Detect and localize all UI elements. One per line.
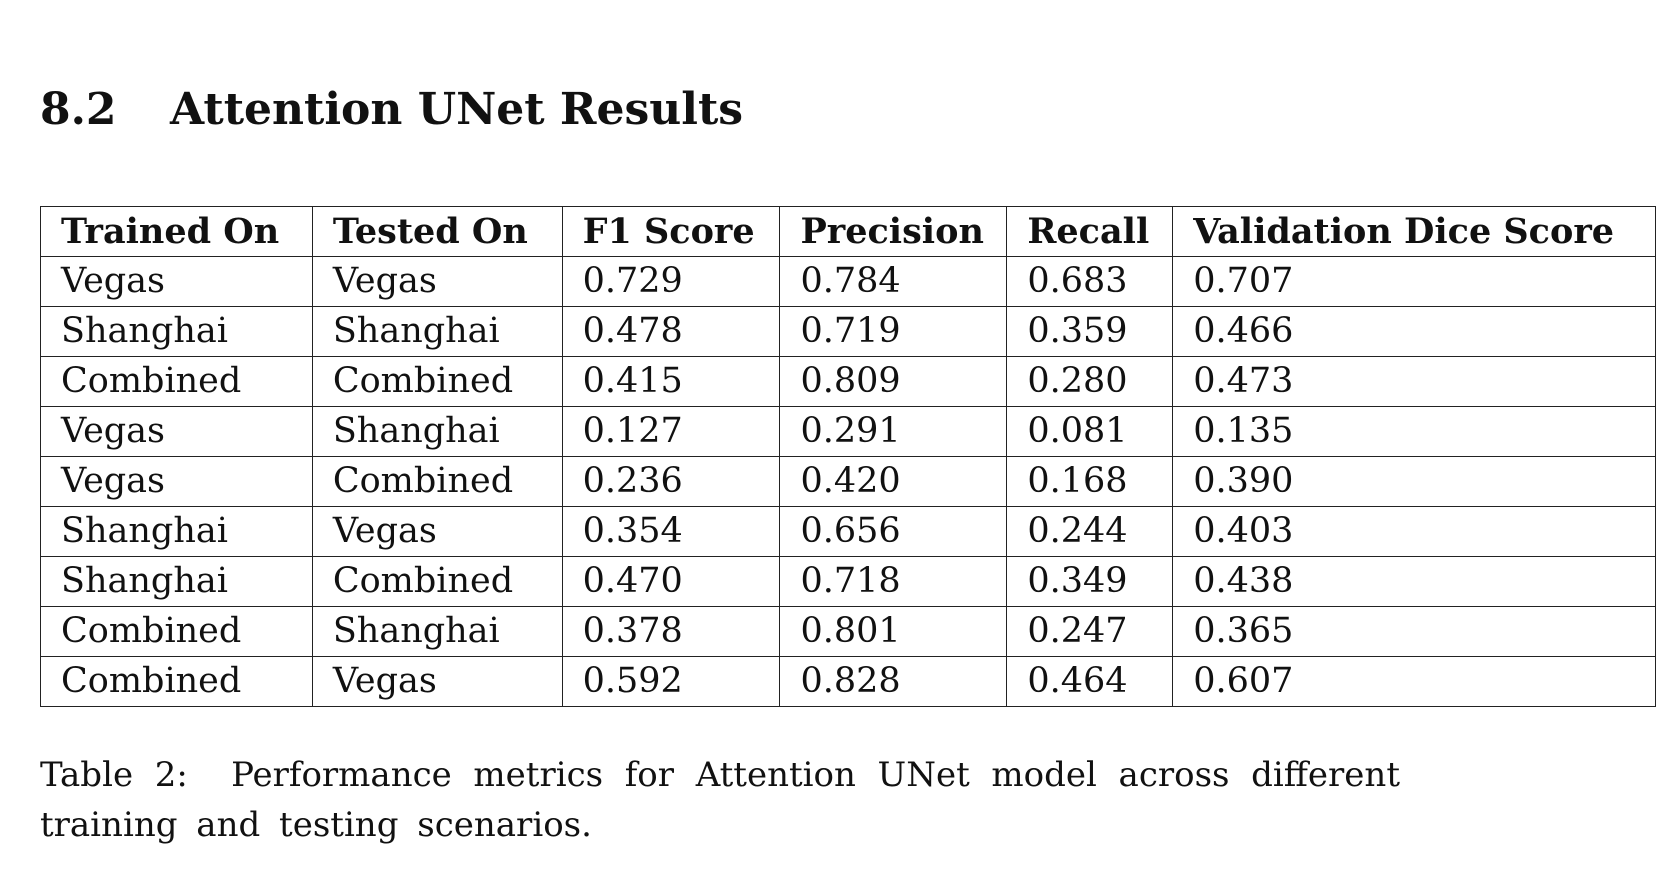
cell-f1-score: 0.354 [562, 507, 780, 557]
cell-recall: 0.683 [1007, 257, 1173, 307]
table-caption [40, 750, 1400, 850]
cell-f1-score: 0.378 [562, 607, 780, 657]
cell-precision: 0.784 [780, 257, 1007, 307]
cell-validation-dice-score: 0.365 [1173, 607, 1656, 657]
cell-validation-dice-score: 0.390 [1173, 457, 1656, 507]
cell-tested-on: Vegas [312, 257, 562, 307]
cell-precision: 0.291 [780, 407, 1007, 457]
cell-trained-on: Combined [41, 607, 313, 657]
cell-trained-on: Shanghai [41, 557, 313, 607]
caption-text: Performance metrics for Attention UNet model across different training and testing scenarios. [40, 755, 1400, 845]
cell-recall: 0.247 [1007, 607, 1173, 657]
cell-tested-on: Vegas [312, 657, 562, 707]
cell-validation-dice-score: 0.403 [1173, 507, 1656, 557]
section-heading [40, 80, 743, 140]
cell-tested-on: Shanghai [312, 407, 562, 457]
section-number: 8.2 [40, 84, 117, 135]
table-header-row [41, 207, 1656, 257]
results-table [40, 206, 1656, 707]
cell-f1-score: 0.415 [562, 357, 780, 407]
cell-validation-dice-score: 0.438 [1173, 557, 1656, 607]
cell-recall: 0.349 [1007, 557, 1173, 607]
cell-tested-on: Vegas [312, 507, 562, 557]
cell-precision: 0.809 [780, 357, 1007, 407]
cell-f1-score: 0.478 [562, 307, 780, 357]
cell-recall: 0.280 [1007, 357, 1173, 407]
cell-validation-dice-score: 0.135 [1173, 407, 1656, 457]
cell-f1-score: 0.592 [562, 657, 780, 707]
section-title: Attention UNet Results [170, 84, 744, 135]
cell-tested-on: Combined [312, 457, 562, 507]
table-row [41, 507, 1656, 557]
cell-validation-dice-score: 0.707 [1173, 257, 1656, 307]
header-trained-on: Trained On [41, 207, 313, 257]
cell-trained-on: Combined [41, 657, 313, 707]
cell-validation-dice-score: 0.466 [1173, 307, 1656, 357]
table-row [41, 257, 1656, 307]
table-row [41, 607, 1656, 657]
cell-recall: 0.081 [1007, 407, 1173, 457]
cell-trained-on: Vegas [41, 457, 313, 507]
cell-tested-on: Combined [312, 357, 562, 407]
cell-trained-on: Shanghai [41, 307, 313, 357]
caption-label: Table 2: [40, 755, 188, 795]
header-precision: Precision [780, 207, 1007, 257]
cell-f1-score: 0.236 [562, 457, 780, 507]
cell-validation-dice-score: 0.607 [1173, 657, 1656, 707]
cell-precision: 0.420 [780, 457, 1007, 507]
table-row [41, 307, 1656, 357]
table-row [41, 357, 1656, 407]
table-row [41, 407, 1656, 457]
header-f1-score: F1 Score [562, 207, 780, 257]
table-row [41, 657, 1656, 707]
cell-precision: 0.719 [780, 307, 1007, 357]
table-row [41, 557, 1656, 607]
header-tested-on: Tested On [312, 207, 562, 257]
cell-trained-on: Shanghai [41, 507, 313, 557]
cell-precision: 0.656 [780, 507, 1007, 557]
table-row [41, 457, 1656, 507]
cell-recall: 0.168 [1007, 457, 1173, 507]
cell-precision: 0.828 [780, 657, 1007, 707]
header-recall: Recall [1007, 207, 1173, 257]
cell-trained-on: Vegas [41, 407, 313, 457]
cell-validation-dice-score: 0.473 [1173, 357, 1656, 407]
cell-f1-score: 0.729 [562, 257, 780, 307]
cell-precision: 0.718 [780, 557, 1007, 607]
cell-tested-on: Shanghai [312, 307, 562, 357]
cell-trained-on: Combined [41, 357, 313, 407]
cell-trained-on: Vegas [41, 257, 313, 307]
cell-f1-score: 0.470 [562, 557, 780, 607]
cell-recall: 0.359 [1007, 307, 1173, 357]
cell-tested-on: Combined [312, 557, 562, 607]
cell-f1-score: 0.127 [562, 407, 780, 457]
cell-recall: 0.244 [1007, 507, 1173, 557]
cell-recall: 0.464 [1007, 657, 1173, 707]
header-validation-dice-score: Validation Dice Score [1173, 207, 1656, 257]
cell-tested-on: Shanghai [312, 607, 562, 657]
cell-precision: 0.801 [780, 607, 1007, 657]
